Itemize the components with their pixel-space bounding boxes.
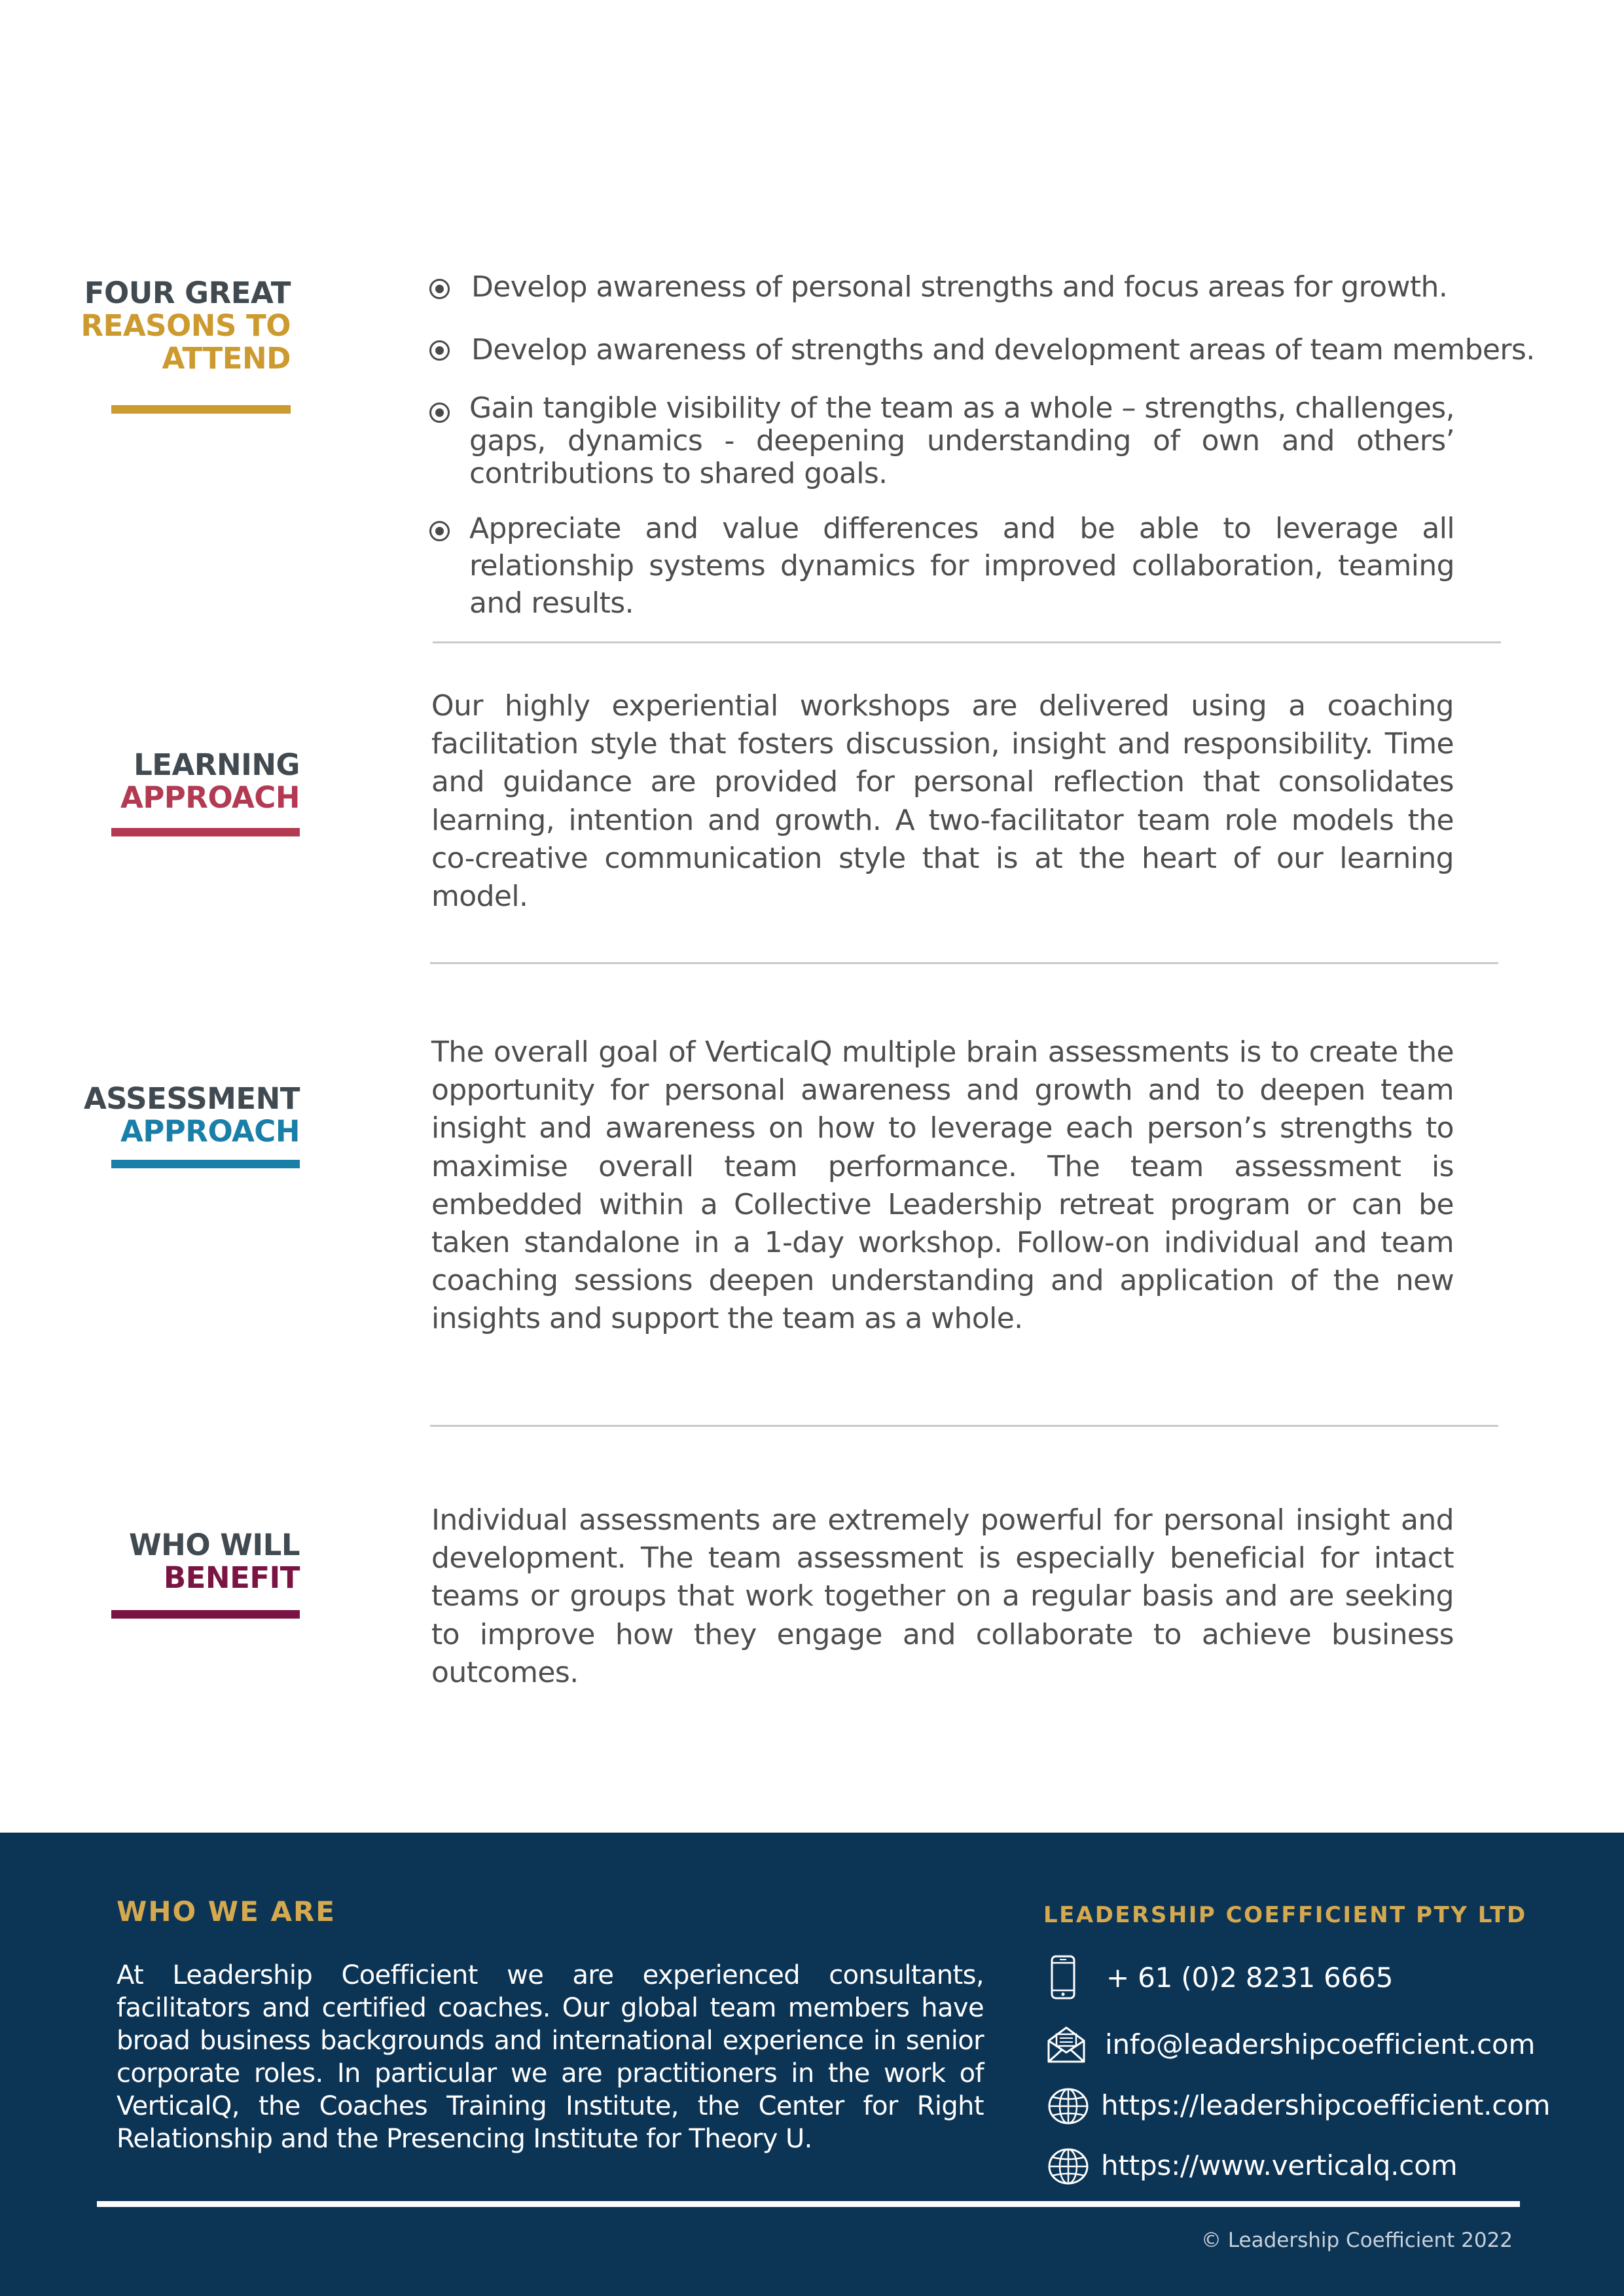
copyright: © Leadership Coefficient 2022 [1200, 2229, 1513, 2252]
section-divider [430, 1425, 1498, 1427]
bullet-icon [429, 403, 450, 423]
section-divider [433, 641, 1501, 643]
benefit-accent-bar [111, 1610, 300, 1619]
reason-bullet-3: Gain tangible visibility of the team as a whole – strengths, challenges, gaps, dynamics - deepening understanding of own and others’ contributions to shared goals. [469, 391, 1454, 490]
contact-phone[interactable]: + 61 (0)2 8231 6665 [1106, 1962, 1394, 1994]
reason-bullet-1: Develop awareness of personal strengths and focus areas for growth. [471, 270, 1448, 304]
contact-email[interactable]: info@leadershipcoefficient.com [1105, 2028, 1536, 2060]
benefit-heading-line2: BENEFIT [163, 1560, 300, 1595]
who-we-are-text: At Leadership Coefficient we are experienced consultants, facilitators and certified coaches. Our global team members have broad business backgrounds and international experience in senior corporate roles. In particular we are practitioners in the work of VerticalQ, the Coaches Training Institute, the Center for Right Relationship and the Presencing Institute for Theory U. [117, 1960, 984, 2154]
assessment-heading [84, 1083, 300, 1148]
footer-divider [97, 2201, 1520, 2207]
reason-bullet-4: Appreciate and value differences and be able to leverage all relationship systems dynamics for improved collaboration, teaming and results. [469, 512, 1454, 620]
reasons-heading-line1: FOUR GREAT [84, 276, 291, 310]
globe-icon [1047, 2087, 1089, 2126]
bullet-icon [429, 279, 450, 299]
reason-bullet-2: Develop awareness of strengths and development areas of team members. [471, 333, 1535, 367]
assessment-heading-line2: APPROACH [120, 1114, 300, 1149]
reasons-heading-line3: ATTEND [162, 341, 291, 376]
benefit-paragraph: Individual assessments are extremely powerful for personal insight and development. The team assessment is especially beneficial for intact teams or groups that work together on a regular basis and are seeking to improve how they engage and collaborate to achieve business outcomes. [431, 1503, 1454, 1689]
benefit-heading-line1: WHO WILL [129, 1528, 300, 1562]
contact-website-2[interactable]: https://www.verticalq.com [1101, 2149, 1458, 2181]
globe-icon [1047, 2147, 1089, 2186]
reasons-heading-line2: REASONS TO [81, 308, 291, 343]
section-divider [430, 962, 1498, 964]
assessment-paragraph: The overall goal of VerticalQ multiple brain assessments is to create the opportunity for personal awareness and growth and to deepen team insight and awareness on how to leverage each person’s strengths to maximise overall team performance. The team assessment is embedded within a Collective Leadership retreat program or can be taken standalone in a 1-day workshop. Follow-on individual and team coaching sessions deepen understanding and application of the new insights and support the team as a whole. [431, 1035, 1454, 1336]
who-we-are-title: WHO WE ARE [117, 1895, 336, 1928]
email-icon [1046, 2025, 1087, 2064]
bullet-icon [429, 521, 450, 541]
phone-icon [1050, 1955, 1076, 2000]
contact-website-1[interactable]: https://leadershipcoefficient.com [1101, 2089, 1551, 2121]
learning-heading [120, 749, 300, 814]
learning-heading-line1: LEARNING [134, 747, 300, 782]
reasons-heading [81, 277, 291, 375]
assessment-accent-bar [111, 1160, 300, 1168]
bullet-icon [429, 340, 450, 361]
benefit-heading [129, 1529, 300, 1594]
learning-accent-bar [111, 828, 300, 836]
learning-heading-line2: APPROACH [120, 780, 300, 815]
reasons-accent-bar [111, 405, 291, 414]
company-name: LEADERSHIP COEFFICIENT PTY LTD [1043, 1902, 1527, 1928]
learning-paragraph: Our highly experiential workshops are delivered using a coaching facilitation style that fosters discussion, insight and responsibility. Time and guidance are provided for personal reflection that consolidates learning, intention and growth. A two-facilitator team role models the co-creative communication style that is at the heart of our learning model. [431, 689, 1454, 914]
assessment-heading-line1: ASSESSMENT [83, 1081, 300, 1116]
